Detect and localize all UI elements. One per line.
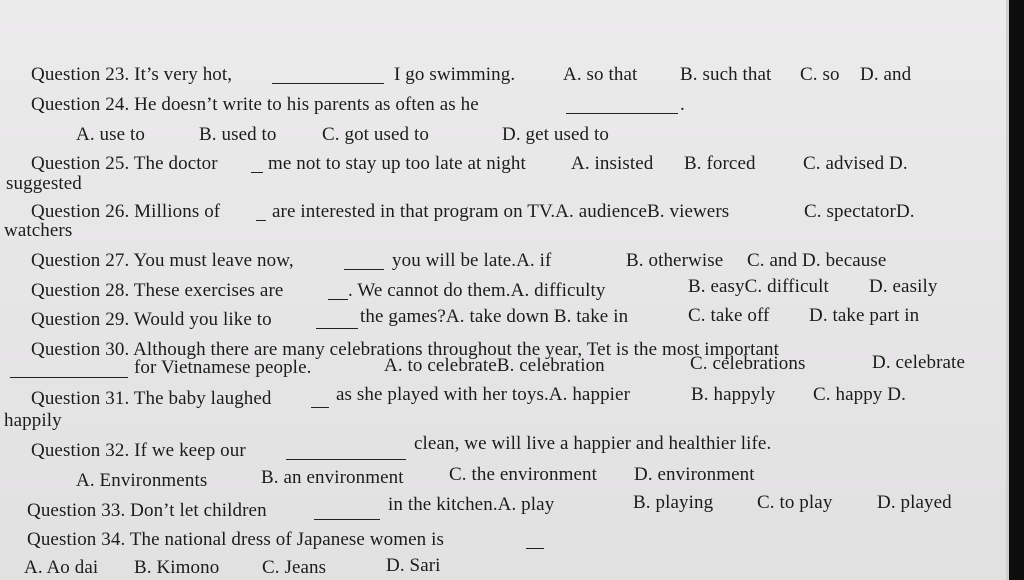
- q31-stem-end: as she played with her toys.A. happier: [336, 384, 631, 405]
- q31-option-c: C. happy D.: [813, 384, 906, 405]
- q30-stem-end: for Vietnamese people.: [134, 357, 312, 378]
- q32-option-b: B. an environment: [261, 467, 404, 488]
- q23-blank: [272, 68, 384, 84]
- q33-option-d: D. played: [877, 492, 952, 513]
- q33-stem-end: in the kitchen.A. play: [388, 494, 555, 515]
- q28-stem-end: . We cannot do them.A. difficulty: [348, 280, 606, 301]
- q24-stem-end: .: [680, 94, 685, 115]
- q28-blank: [328, 284, 348, 300]
- q33-option-c: C. to play: [757, 492, 833, 513]
- q26-option-c: C. spectatorD.: [804, 201, 915, 222]
- background-edge: [1009, 0, 1024, 580]
- q27-stem-end: you will be late.A. if: [392, 250, 552, 271]
- q23-option-b: B. such that: [680, 64, 772, 85]
- q30-option-d: D. celebrate: [872, 352, 965, 373]
- q29-stem: Question 29. Would you like to: [31, 309, 272, 330]
- q34-option-b: B. Kimono: [134, 557, 220, 578]
- q29-stem-end: the games?A. take down B. take in: [360, 306, 629, 327]
- q34-option-c: C. Jeans: [262, 557, 327, 578]
- q26-option-d-wrap: watchers: [4, 220, 73, 241]
- q26-blank: [256, 205, 266, 221]
- q28-option-bc: B. easyC. difficult: [688, 276, 829, 297]
- q30-stem: Question 30. Although there are many celebrations throughout the year, Tet is the most important: [31, 339, 779, 360]
- q30-blank: [10, 362, 128, 378]
- q34-blank: [526, 533, 544, 549]
- q32-option-d: D. environment: [634, 464, 755, 485]
- q32-option-c: C. the environment: [449, 464, 597, 485]
- q29-option-d: D. take part in: [809, 305, 920, 326]
- q31-blank: [311, 392, 329, 408]
- q31-option-b: B. happyly: [691, 384, 776, 405]
- q25-option-d-wrap: suggested: [6, 173, 82, 194]
- q27-blank: [344, 254, 384, 270]
- q26-stem-end: are interested in that program on TV.A. audienceB. viewers: [272, 201, 730, 222]
- q27-option-b: B. otherwise: [626, 250, 724, 271]
- q25-option-c: C. advised D.: [803, 153, 908, 174]
- q25-option-a: A. insisted: [571, 153, 654, 174]
- q23-stem-end: I go swimming.: [394, 64, 516, 85]
- q25-blank: [251, 157, 263, 173]
- q33-blank: [314, 504, 380, 520]
- q29-blank: [316, 313, 358, 329]
- q34-option-d: D. Sari: [386, 555, 441, 576]
- q24-stem: Question 24. He doesn’t write to his parents as often as he: [31, 94, 479, 115]
- q32-blank: [286, 444, 406, 460]
- q30-option-c: C. celebrations: [690, 353, 806, 374]
- q24-blank: [566, 98, 678, 114]
- q25-stem: Question 25. The doctor: [31, 153, 218, 174]
- q30-option-ab: A. to celebrateB. celebration: [384, 355, 605, 376]
- q23-option-c: C. so: [800, 64, 840, 85]
- q24-option-b: B. used to: [199, 124, 277, 145]
- q27-option-cd: C. and D. because: [747, 250, 887, 271]
- q28-option-d: D. easily: [869, 276, 938, 297]
- q29-option-c: C. take off: [688, 305, 770, 326]
- q23-stem: Question 23. It’s very hot,: [31, 64, 233, 85]
- q31-stem: Question 31. The baby laughed: [31, 388, 272, 409]
- q26-stem: Question 26. Millions of: [31, 201, 221, 222]
- q25-stem-end: me not to stay up too late at night: [268, 153, 526, 174]
- q33-stem: Question 33. Don’t let children: [27, 500, 267, 521]
- q28-stem: Question 28. These exercises are: [31, 280, 284, 301]
- q31-option-d-wrap: happily: [4, 410, 62, 431]
- q24-option-a: A. use to: [76, 124, 145, 145]
- q33-option-b: B. playing: [633, 492, 714, 513]
- q23-option-a: A. so that: [563, 64, 638, 85]
- q24-option-d: D. get used to: [502, 124, 609, 145]
- q32-option-a: A. Environments: [76, 470, 208, 491]
- q23-option-d: D. and: [860, 64, 912, 85]
- q32-stem: Question 32. If we keep our: [31, 440, 246, 461]
- q34-stem: Question 34. The national dress of Japanese women is: [27, 529, 444, 550]
- q34-option-a: A. Ao dai: [24, 557, 99, 578]
- q24-option-c: C. got used to: [322, 124, 429, 145]
- q32-stem-end: clean, we will live a happier and healthier life.: [414, 433, 772, 454]
- q27-stem: Question 27. You must leave now,: [31, 250, 294, 271]
- q25-option-b: B. forced: [684, 153, 756, 174]
